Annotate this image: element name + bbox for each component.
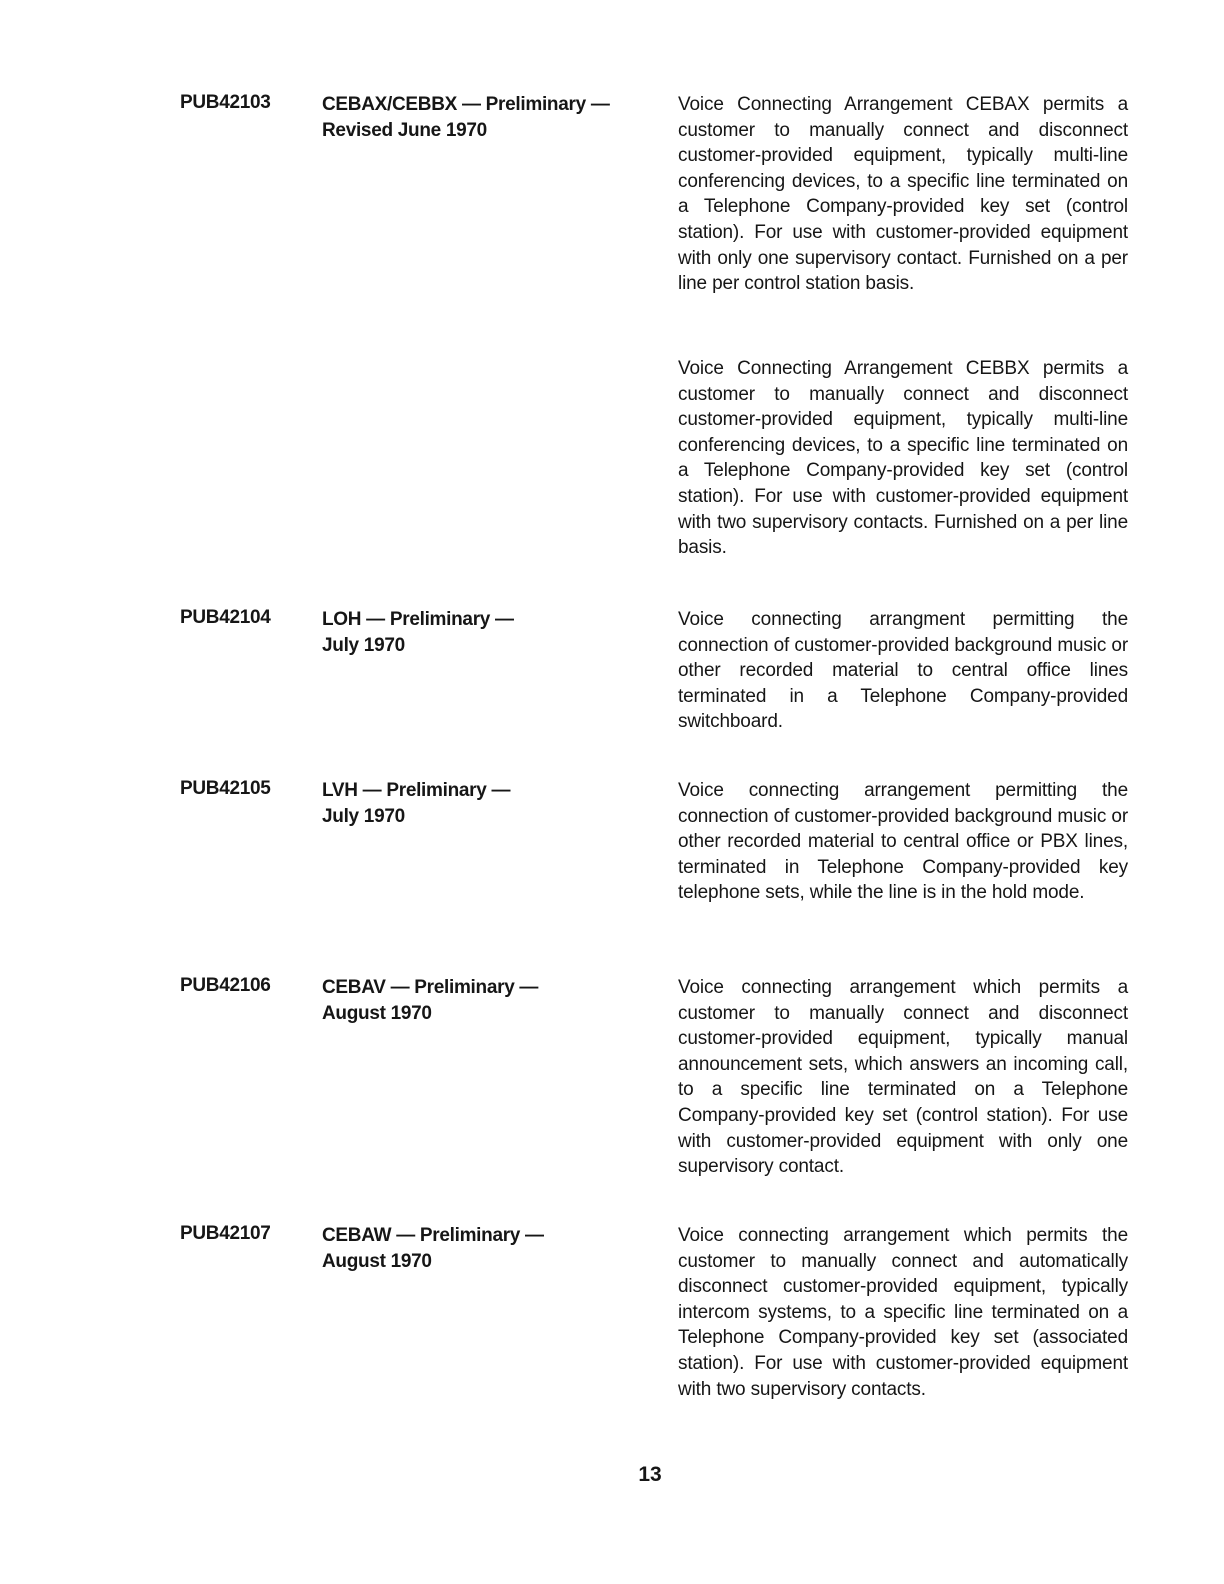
title-date: July 1970 xyxy=(322,805,405,827)
title-date: Revised June 1970 xyxy=(322,119,487,141)
publication-number: PUB42107 xyxy=(180,1223,271,1244)
publication-title xyxy=(322,607,622,658)
publication-number: PUB42106 xyxy=(180,975,271,996)
title-date: August 1970 xyxy=(322,1250,432,1272)
title-line: LVH — Preliminary — xyxy=(322,780,511,801)
publication-title xyxy=(322,975,622,1026)
title-line: CEBAV — Preliminary — xyxy=(322,977,539,998)
page-number: 13 xyxy=(638,1463,662,1486)
publication-number: PUB42103 xyxy=(180,92,271,113)
description-paragraph: Voice connecting arrangement which permits the customer to manually connect and automatically disconnect customer-provided equipment, typically intercom systems, to a specific line terminated on a Telephone Company-provided key set (associated station). For use with customer-provided equipment with two supervisory contacts. xyxy=(678,1225,1128,1400)
publication-number: PUB42105 xyxy=(180,778,271,799)
title-line: LOH — Preliminary — xyxy=(322,609,514,630)
description-paragraph: Voice connecting arrangment permitting the connection of customer-provided background music or other recorded material to central office lines terminated in a Telephone Company-provided switchboard. xyxy=(678,609,1128,733)
description-paragraph: Voice connecting arrangement permitting the connection of customer-provided background music or other recorded material to central office or PBX lines, terminated in Telephone Company-provided key telephone sets, while the line is in the hold mode. xyxy=(678,780,1128,904)
publication-title xyxy=(322,1223,622,1274)
description-paragraph: Voice connecting arrangement which permits a customer to manually connect and disconnect customer-provided equipment, typically manual announcement sets, which answers an incoming call, to a specific line terminated on a Telephone Company-provided key set (control station). For use with customer-provided equipment with only one supervisory contact. xyxy=(678,977,1128,1178)
description-paragraph: Voice Connecting Arrangement CEBAX permits a customer to manually connect and disconnect customer-provided equipment, typically multi-line conferencing devices, to a specific line terminated on a Telephone Company-provided key set (control station). For use with customer-provided equipment with only one supervisory contact. Furnished on a per line per control station basis. xyxy=(678,94,1128,295)
title-line: CEBAX/CEBBX — Preliminary — xyxy=(322,94,610,115)
title-line: CEBAW — Preliminary — xyxy=(322,1225,544,1246)
publication-title xyxy=(322,92,622,143)
publication-number: PUB42104 xyxy=(180,607,271,628)
publication-title xyxy=(322,778,622,829)
description-paragraph: Voice Connecting Arrangement CEBBX permits a customer to manually connect and disconnect customer-provided equipment, typically multi-line conferencing devices, to a specific line terminated on a Telephone Company-provided key set (control station). For use with customer-provided equipment with two supervisory contacts. Furnished on a per line basis. xyxy=(678,358,1128,559)
title-date: July 1970 xyxy=(322,634,405,656)
title-date: August 1970 xyxy=(322,1002,432,1024)
